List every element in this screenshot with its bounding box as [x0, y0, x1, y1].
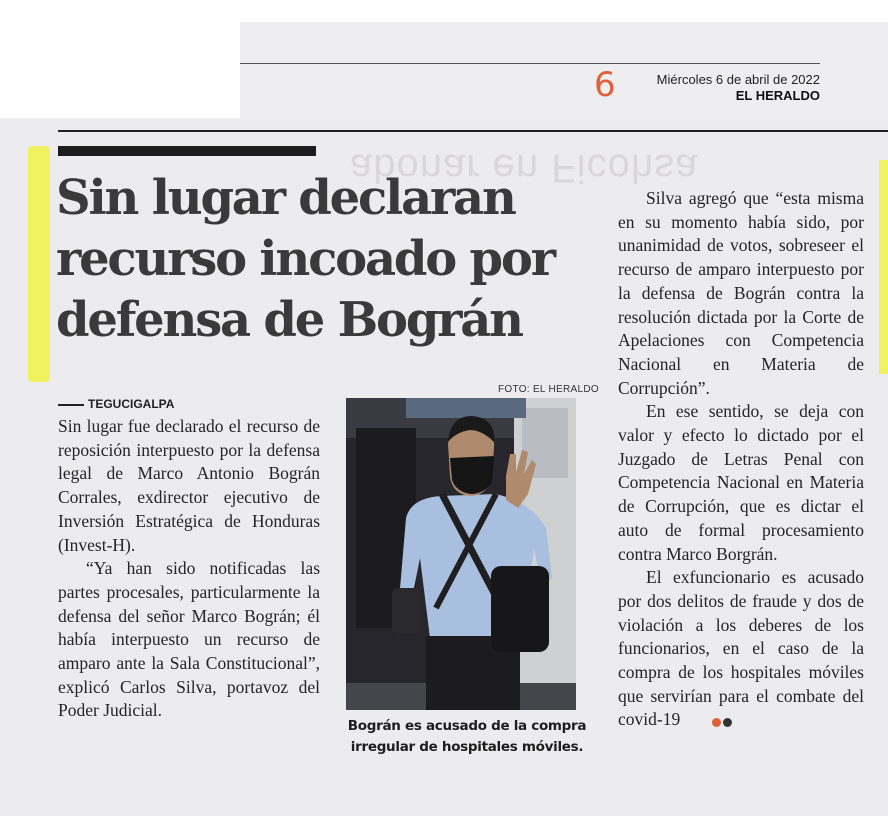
- issue-date: Miércoles 6 de abril de 2022: [656, 72, 820, 87]
- dateline: [58, 397, 174, 411]
- photo-credit: FOTO: EL HERALDO: [498, 384, 599, 395]
- news-photo: [346, 398, 576, 710]
- highlighter-mark-left: [28, 146, 50, 382]
- bleed-through-text: abonar en Ficohsa: [350, 146, 699, 190]
- blank-top-strip: [240, 0, 888, 22]
- page-header-band: [240, 22, 888, 118]
- page-number: 6: [594, 65, 616, 105]
- paragraph: Sin lugar fue declarado el recurso de reposición interpuesto por la defensa legal de Marco Antonio Bográn Corrales, exdirector ejecutivo de Inversión Estratégica de Honduras (Invest-H).: [58, 416, 320, 555]
- dateline-dash: [58, 404, 84, 406]
- article-column-1: [58, 415, 320, 723]
- headline: Sin lugar declaran recurso incoado por defensa de Bográn: [56, 170, 554, 348]
- headline-accent-bar: [58, 146, 316, 156]
- section-rule: [58, 130, 888, 132]
- photo-caption: Bográn es acusado de la compra irregular de hospitales móviles.: [347, 718, 587, 755]
- header-rule: [240, 63, 820, 64]
- paragraph-final: [618, 566, 864, 733]
- paragraph: “Ya han sido notificadas las partes procesales, particularmente la defensa del señor Marco Bográn; él había interpuesto un recurso de amparo ante la Sala Constitucional”, explicó Carlos Silva, portavoz del Poder Judicial.: [58, 558, 320, 721]
- paragraph: En ese sentido, se deja con valor y efecto lo dictado por el Juzgado de Letras Penal con Competencia Nacional en Materia de Corrupción, que es dictar el auto de formal procesamiento contra Marco Borgrán.: [618, 401, 864, 564]
- newspaper-name: EL HERALDO: [735, 88, 820, 103]
- blank-corner: [0, 0, 240, 118]
- end-dot-2: [723, 718, 732, 727]
- end-dot-1: [712, 718, 721, 727]
- paragraph: Silva agregó que “esta misma en su momento había sido, por unanimidad de votos, sobreseer el recurso de amparo interpuesto por la defensa de Bográn contra la resolución dictada por la Corte de Apelaciones con Competencia Nacional en Materia de Corrupción”.: [618, 188, 864, 398]
- article-column-2: [618, 187, 864, 733]
- paragraph-text: El exfuncionario es acusado por dos delitos de fraude y dos de violación a los deberes de los funcionarios, en el caso de la compra de los hospitales móviles que servirían para el combate del covid-19: [618, 567, 864, 730]
- highlighter-mark-right: [879, 160, 888, 374]
- dateline-text: TEGUCIGALPA: [88, 397, 175, 411]
- end-of-article-mark: [684, 710, 734, 734]
- photo-illustration: [346, 398, 576, 710]
